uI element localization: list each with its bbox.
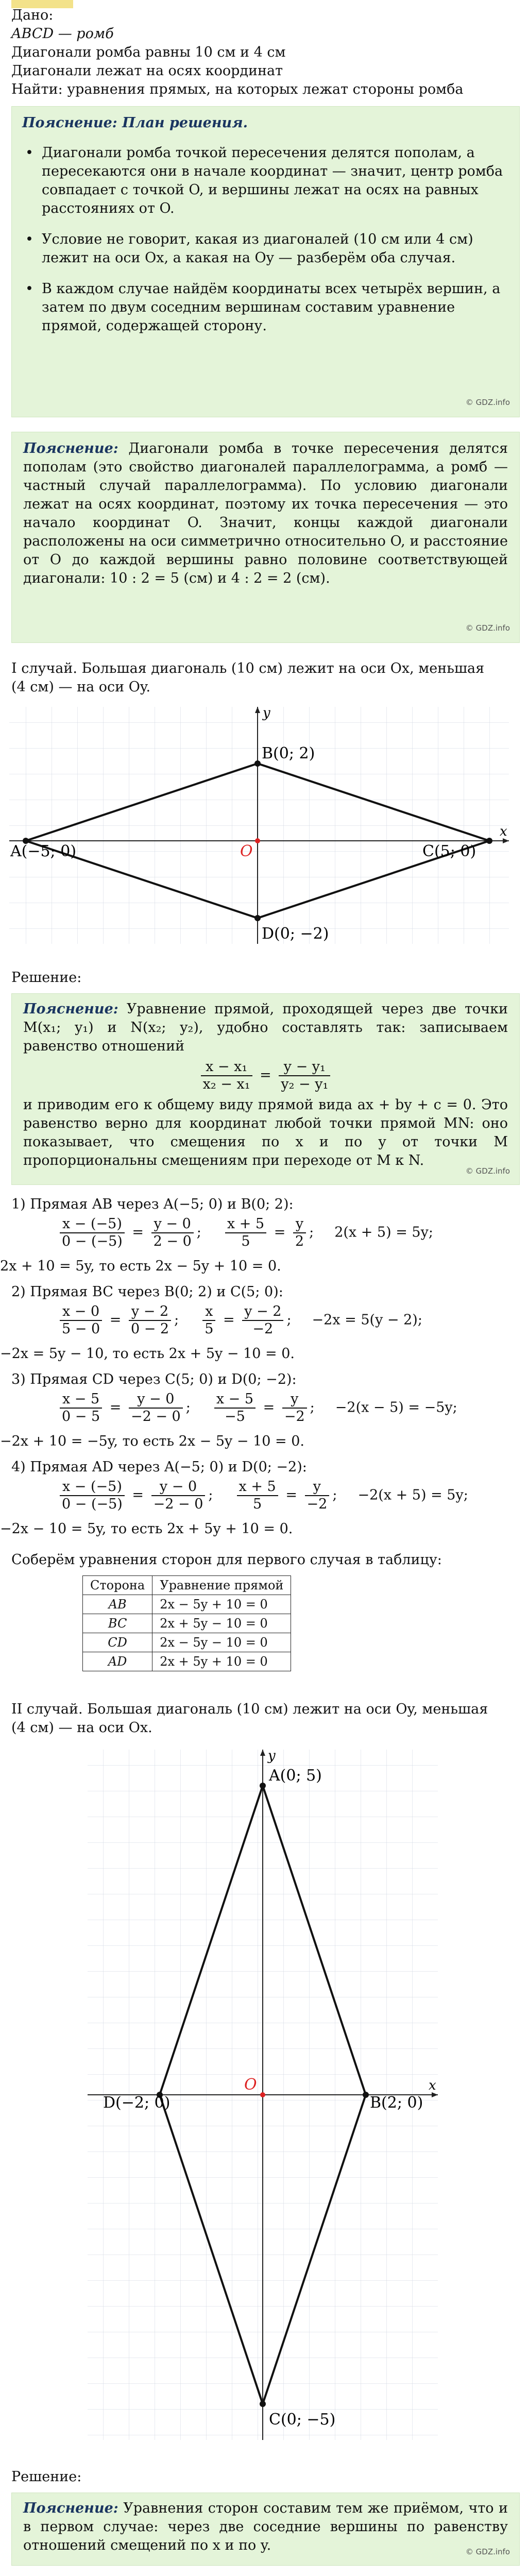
vertex-c <box>486 838 492 844</box>
table-row: CD 2x − 5y − 10 = 0 <box>83 1633 291 1652</box>
vertex-d <box>254 915 261 921</box>
step-equation: $\frac{x - 0}{5 - 0}$ = $\frac{y - 2}{0 - 2}$ ; $\frac{x}{5}$ = $\frac{y - 2}{-2}$ ; −2x = 5(y − 2); <box>57 1303 422 1337</box>
plan-note <box>11 106 520 417</box>
given-line: Диагонали ромба равны 10 см и 4 см <box>11 44 286 60</box>
table-row: AD 2x + 5y + 10 = 0 <box>83 1652 291 1671</box>
case1-intro: I случай. Большая диагональ (10 см) лежит на оси Ox, меньшая <box>11 660 485 676</box>
case1-intro: (4 см) — на оси Oy. <box>11 679 151 695</box>
label-o: O <box>240 842 253 860</box>
case2-note <box>11 2493 520 2566</box>
label-x: x <box>500 824 507 839</box>
label-a: A(−5; 0) <box>10 842 77 860</box>
watermark: © GDZ.info <box>465 1166 510 1176</box>
given-line: Диагонали лежат на осях координат <box>11 63 283 79</box>
label-d: D(−2; 0) <box>103 2094 171 2112</box>
note-text: Уравнения сторон составим тем же приёмом, что и в первом случае: через две соседние вершины по равенству отношений смещений по x и по y. <box>23 2500 508 2553</box>
vertex-c <box>260 2401 266 2407</box>
step-head: 2) Прямая BC через B(0; 2) и C(5; 0): <box>11 1284 283 1300</box>
case1-graph <box>0 697 528 954</box>
plan-item: • Диагонали ромба точкой пересечения делятся пополам, а пересекаются они в начале координат — значит, центр ромба совпадает с точкой O, и вершины лежат на осях на равных расстояниях от O. <box>12 144 506 218</box>
given-line: ABCD — ромб <box>11 26 114 42</box>
label-y: y <box>268 1748 276 1764</box>
watermark: © GDZ.info <box>465 623 510 633</box>
note-text: Диагонали ромба в точке пересечения делятся пополам (это свойство диагоналей параллелограмма, а ромб — частный случай параллелограмма). По условию диагонали лежат на осях координат, поэтому их точка пересечения — это начало координат O. Значит, концы каждой диагонали расположены на оси симметрично относительно O, и расстояние от O до каждой вершины равно половине соответствующей диагонали: 10 : 2 = 5 (см) и 4 : 2 = 2 (см). <box>23 440 508 586</box>
solution-label: Решение: <box>11 970 82 986</box>
grid <box>9 707 509 944</box>
note-title: Пояснение: <box>23 2500 118 2516</box>
note-text: Уравнение прямой, проходящей через две точки M(x₁; y₁) и N(x₂; y₂), удобно составлять так: записываем равенство отношений <box>23 1001 508 1054</box>
step-head: 3) Прямая CD через C(5; 0) и D(0; −2): <box>11 1371 297 1387</box>
step-result: −2x − 10 = 5y, то есть 2x + 5y + 10 = 0. <box>0 1521 293 1537</box>
table-header: Сторона <box>83 1576 152 1595</box>
step-result: −2x + 10 = −5y, то есть 2x − 5y − 10 = 0. <box>0 1433 305 1449</box>
note-title: Пояснение: <box>23 440 118 456</box>
note-text: и приводим его к общему виду прямой вида ax + by + c = 0. Это равенство верно для координат любой точки прямой MN: оно показывает, что смещения по x и по y от точки M пропорциональны смещениям при переходе от M к N. <box>23 1097 508 1168</box>
step-equation: $\frac{x - (-5)}{0 - (-5)}$ = $\frac{y - 0}{-2 - 0}$ ; $\frac{x + 5}{5}$ = $\frac{y}{-2}$ ; −2(x + 5) = 5y; <box>57 1479 468 1513</box>
table-header: Уравнение прямой <box>152 1576 291 1595</box>
solution-label: Решение: <box>11 2469 82 2485</box>
label-y: y <box>263 705 270 721</box>
plan-list <box>12 144 519 335</box>
vertex-b <box>254 760 261 767</box>
label-c: C(0; −5) <box>269 2411 336 2429</box>
step-head: 1) Прямая AB через A(−5; 0) и B(0; 2): <box>11 1196 294 1212</box>
case2-intro: (4 см) — на оси Ox. <box>11 1720 152 1736</box>
ratio-formula: $\frac{\text{x − x₁}}{\text{x₂ − x₁}}$ = $\frac{\text{y − y₁}}{\text{y₂ − y₁}}$ <box>23 1059 508 1093</box>
label-x: x <box>429 2078 436 2093</box>
plan-item: • Условие не говорит, какая из диагоналей (10 см или 4 см) лежит на оси Ox, а какая на Oy — разберём оба случая. <box>12 230 506 267</box>
table-row: AB 2x − 5y + 10 = 0 <box>83 1595 291 1614</box>
vertex-a <box>260 1783 266 1789</box>
given-line: Найти: уравнения прямых, на которых лежат стороны ромба <box>11 81 464 97</box>
label-b: B(0; 2) <box>262 744 315 762</box>
note-title: Пояснение: <box>23 1001 118 1017</box>
given-label: Дано: <box>11 7 54 23</box>
case1-table <box>82 1575 291 1671</box>
label-o: O <box>244 2076 257 2094</box>
step-result: 2x + 10 = 5y, то есть 2x − 5y + 10 = 0. <box>0 1258 281 1274</box>
label-d: D(0; −2) <box>262 925 329 943</box>
table-intro: Соберём уравнения сторон для первого случая в таблицу: <box>11 1552 442 1568</box>
two-point-note <box>11 993 520 1185</box>
plan-item: • В каждом случае найдём координаты всех четырёх вершин, а затем по двум соседним вершинам составим уравнение прямой, содержащей сторону. <box>12 280 506 335</box>
watermark: © GDZ.info <box>465 398 510 407</box>
case2-intro: II случай. Большая диагональ (10 см) лежит на оси Oy, меньшая <box>11 1701 488 1717</box>
table-row: BC 2x + 5y − 10 = 0 <box>83 1614 291 1633</box>
origin-point <box>255 838 260 843</box>
step-result: −2x = 5y − 10, то есть 2x + 5y − 10 = 0. <box>0 1346 295 1362</box>
step-equation: $\frac{x - (-5)}{0 - (-5)}$ = $\frac{y - 0}{2 - 0}$ ; $\frac{x + 5}{5}$ = $\frac{y}{2}$ ; 2(x + 5) = 5y; <box>57 1216 433 1250</box>
watermark: © GDZ.info <box>465 2547 510 2556</box>
case2-graph <box>0 1739 528 2450</box>
step-head: 4) Прямая AD через A(−5; 0) и D(0; −2): <box>11 1459 307 1475</box>
vertex-b <box>363 2092 369 2098</box>
diagonals-note <box>11 432 520 643</box>
label-a: A(0; 5) <box>269 1767 322 1785</box>
label-c: C(5; 0) <box>422 842 476 860</box>
plan-title: Пояснение: План решения. <box>22 115 248 131</box>
label-b: B(2; 0) <box>370 2094 423 2112</box>
step-equation: $\frac{x - 5}{0 - 5}$ = $\frac{y - 0}{-2 - 0}$ ; $\frac{x - 5}{-5}$ = $\frac{y}{-2}$ ; −2(x − 5) = −5y; <box>57 1391 457 1425</box>
origin-point <box>260 2092 265 2097</box>
